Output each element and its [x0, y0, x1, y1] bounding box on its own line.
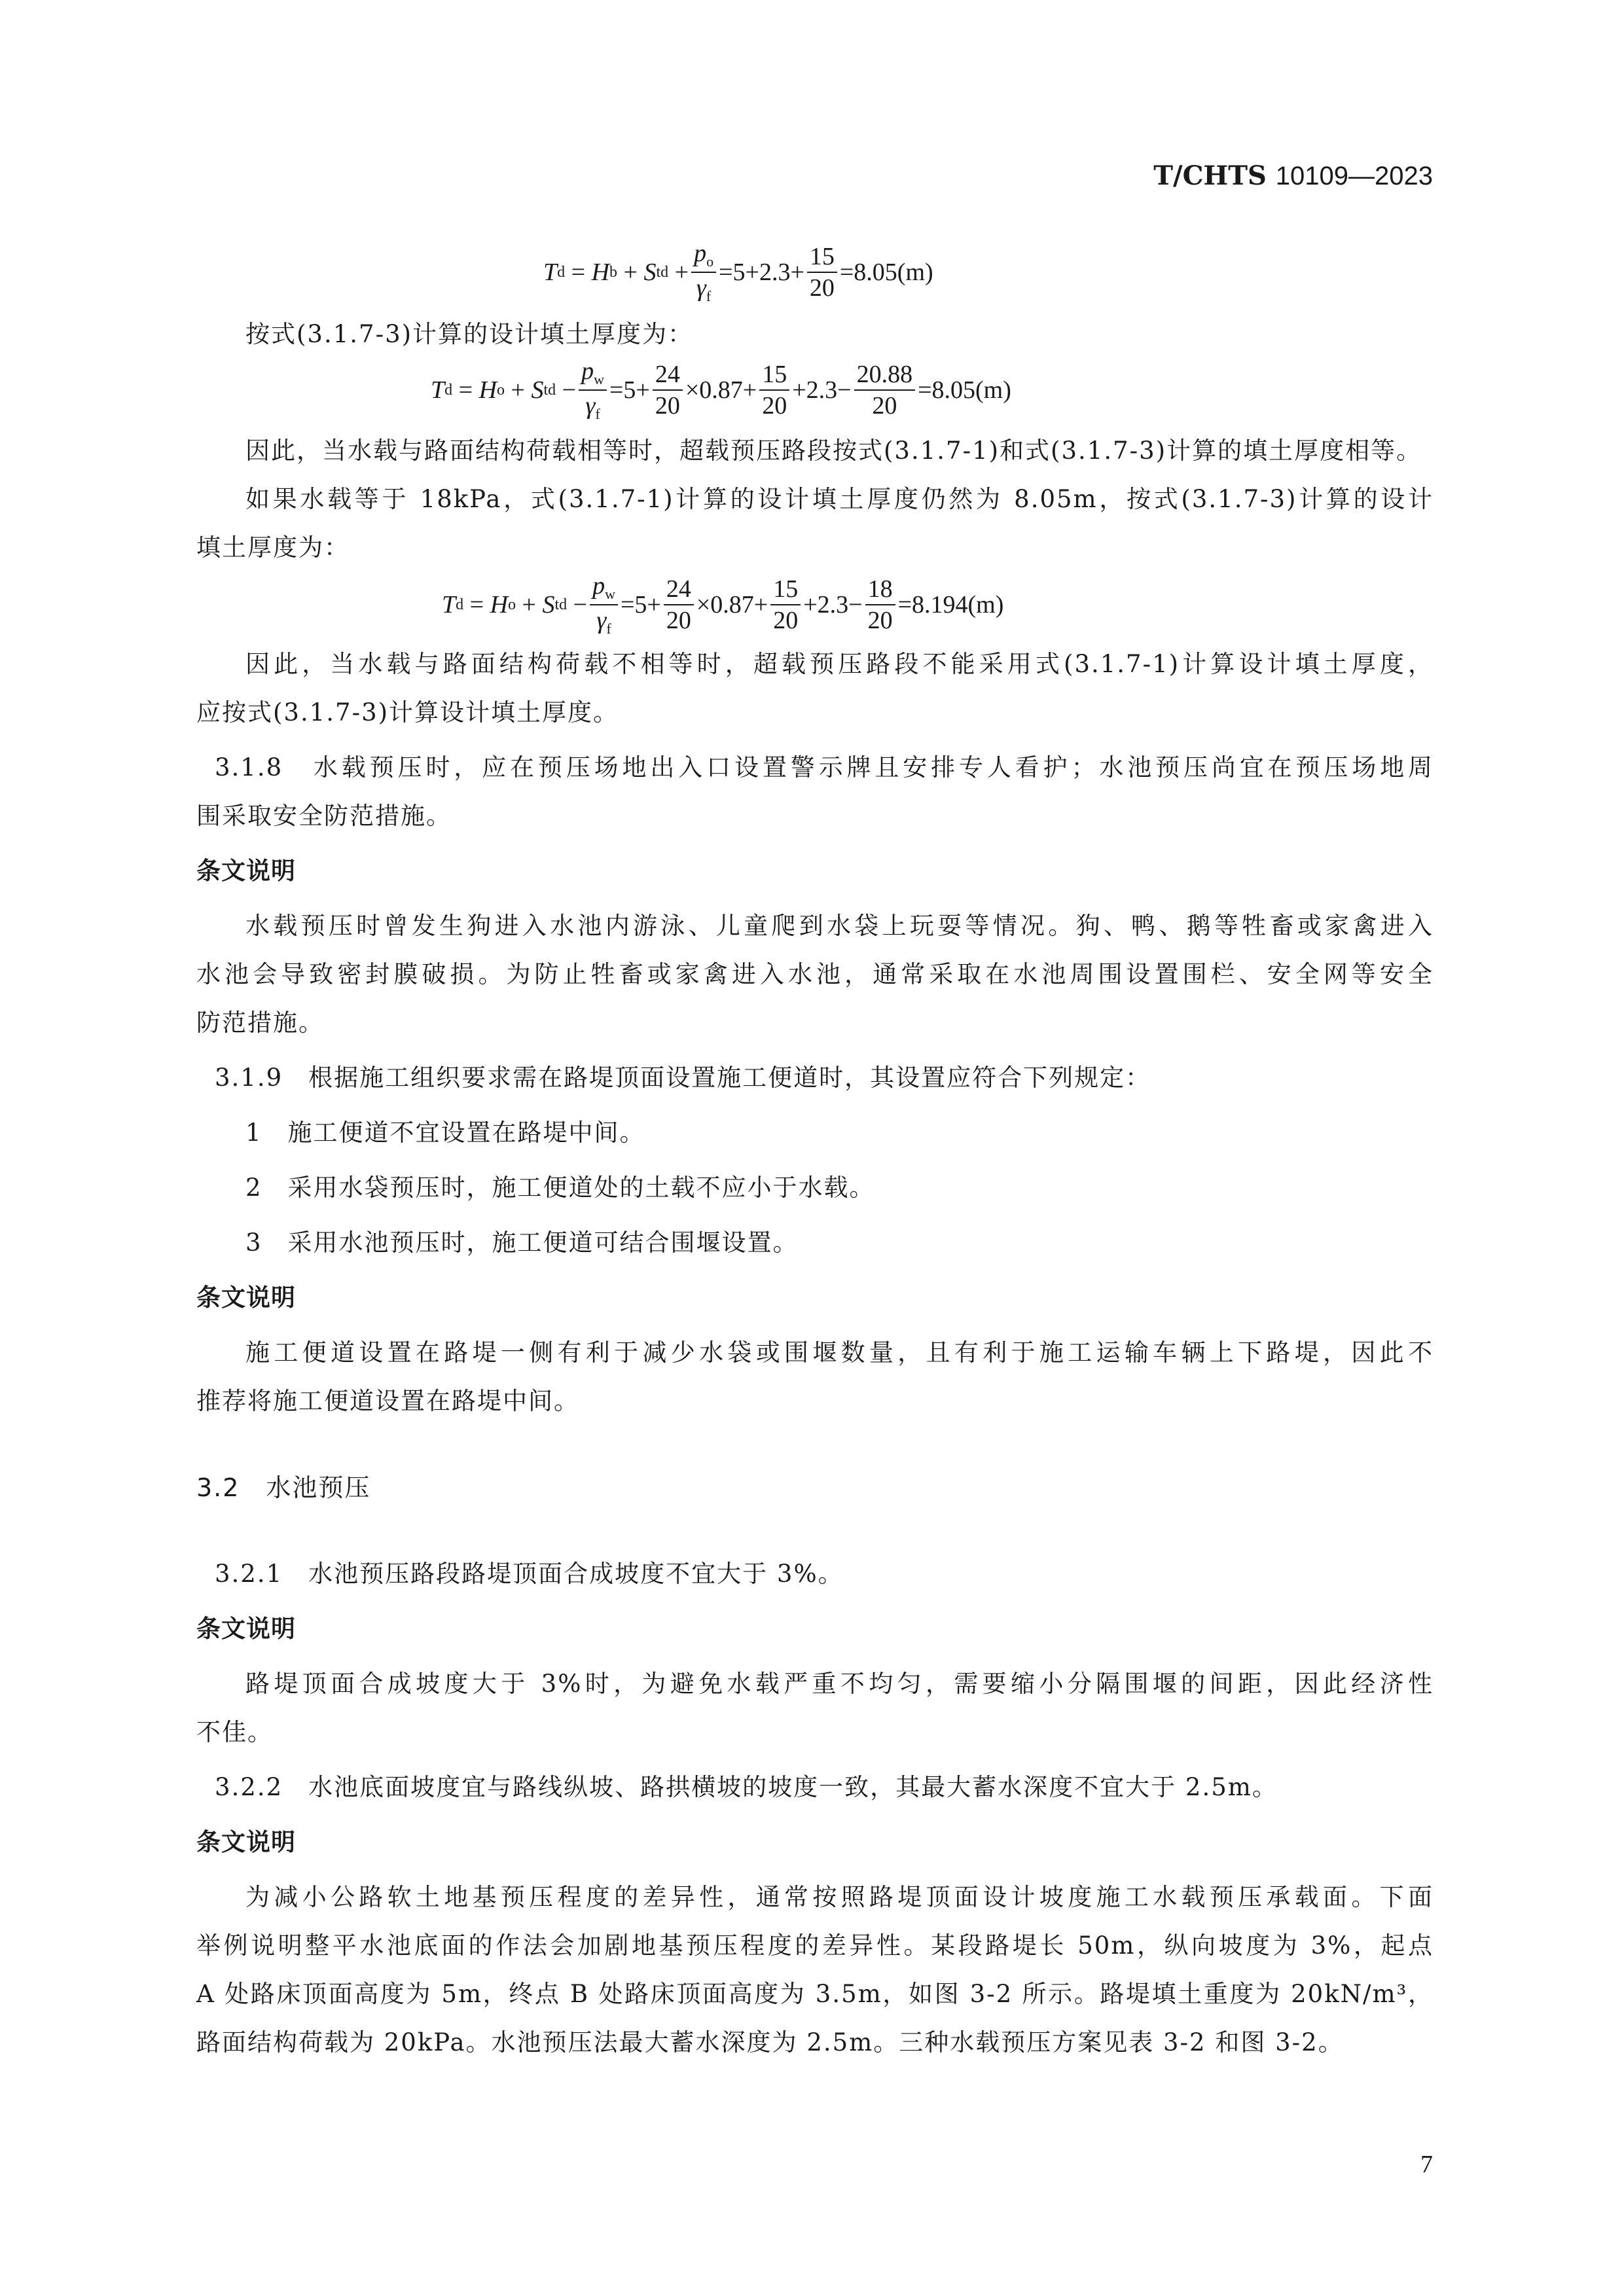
formula-2-t2-sub: td — [543, 381, 556, 399]
note-4-line-2: 举例说明整平水池底面的作法会加剧地基预压程度的差异性。某段路堤长 50m，纵向坡度为 3%，起点 — [196, 1931, 1434, 1960]
formula-2-lhs-sub: d — [444, 381, 453, 399]
formula-1-fden-sub: f — [706, 288, 712, 304]
formula-3-c4: =8.194(m) — [897, 591, 1004, 619]
formula-2-fnum-sub: w — [594, 371, 604, 387]
paragraph-4-line-1: 因此，当水载与路面结构荷载不相等时，超载预压路段不能采用式(3.1.7-1)计算设计填土厚度， — [245, 650, 1434, 678]
formula-2-t2: S — [531, 376, 544, 404]
formula-1-rhs-a: =5+2.3+ — [719, 259, 804, 286]
paragraph-2: 因此，当水载与路面结构荷载相等时，超载预压路段按式(3.1.7-1)和式(3.1.7-3)计算的填土厚度相等。 — [245, 437, 1422, 465]
note-title-4: 条文说明 — [196, 1828, 296, 1856]
formula-3-f3-den: 20 — [867, 607, 893, 634]
formula-3-c3: +2.3− — [803, 591, 863, 619]
formula-2-fraction-2 — [759, 362, 789, 418]
formula-1: T d = H b + S td + $\frac{p_o}{\gamma_f}$ =5+2.3+ $\frac{15}{20}$ =8.05(m) — [543, 240, 933, 304]
formula-2-fraction-p-gamma — [579, 359, 607, 422]
formula-2-c4: =8.05(m) — [918, 376, 1011, 404]
page-number: 7 — [1420, 2151, 1433, 2178]
paragraph-3-line-1: 如果水载等于 18kPa，式(3.1.7-1)计算的设计填土厚度仍然为 8.05m，按式(3.1.7-3)计算的设计 — [245, 485, 1434, 513]
formula-3-f3-num: 18 — [865, 577, 895, 605]
standard-number: 10109—2023 — [1275, 162, 1433, 190]
formula-3-lhs-sub: d — [456, 596, 464, 613]
formula-1-lhs-sub: d — [557, 263, 566, 281]
formula-3-fnum: p — [592, 572, 605, 600]
formula-2-t1-sub: o — [497, 381, 505, 399]
section-heading-3-2: 3.2 水池预压 — [196, 1473, 371, 1502]
formula-3-f2-num: 15 — [770, 577, 801, 605]
formula-2-fnum: p — [581, 357, 594, 385]
formula-2-c2: ×0.87+ — [685, 376, 757, 404]
note-1-line-1: 水载预压时曾发生狗进入水池内游泳、儿童爬到水袋上玩耍等情况。狗、鸭、鹅等牲畜或家禽进入 — [245, 912, 1434, 940]
note-4-line-4: 路面结构荷载为 20kPa。水池预压法最大蓄水深度为 2.5m。三种水载预压方案见表 3-2 和图 3-2。 — [196, 2028, 1344, 2056]
formula-3-fraction-1 — [664, 577, 694, 633]
formula-3-t2: S — [542, 591, 555, 619]
clause-3-1-8-line-1: 3.1.8 水载预压时，应在预压场地出入口设置警示牌且安排专人看护；水池预压尚宜在预压场地周 — [215, 753, 1434, 781]
formula-3-f1-num: 24 — [664, 577, 694, 605]
formula-3-f1-den: 20 — [666, 607, 691, 634]
note-1-line-2: 水池会导致密封膜破损。为防止牲畜或家禽进入水池，通常采取在水池周围设置围栏、安全网等安全 — [196, 960, 1434, 988]
formula-2-fden: γ — [585, 392, 596, 420]
formula-3-fraction-2 — [770, 577, 801, 633]
formula-3-fden: γ — [596, 607, 607, 634]
formula-1-fnum: p — [694, 240, 707, 267]
clause-3-1-9: 3.1.9 根据施工组织要求需在路堤顶面设置施工便道时，其设置应符合下列规定： — [215, 1064, 1151, 1092]
paragraph-4-line-2: 应按式(3.1.7-3)计算设计填土厚度。 — [196, 698, 619, 726]
formula-3-fnum-sub: w — [605, 586, 615, 602]
formula-1-t2: S — [643, 259, 657, 286]
formula-2-f3-num: 20.88 — [854, 362, 916, 391]
formula-1-rhs-fnum: 15 — [807, 244, 837, 273]
formula-3-fden-sub: f — [606, 620, 611, 637]
formula-3-c1: =5+ — [620, 591, 661, 619]
formula-2-f1-num: 24 — [653, 362, 683, 391]
note-2-line-2: 推荐将施工便道设置在路堤中间。 — [196, 1387, 579, 1415]
paragraph-3-line-2: 填土厚度为： — [196, 533, 350, 562]
note-1-line-3: 防范措施。 — [196, 1009, 324, 1037]
standard-code: T/CHTS — [1153, 160, 1267, 191]
formula-3-fraction-p-gamma — [590, 573, 618, 636]
formula-3-fraction-3 — [865, 577, 895, 633]
formula-3-t1-sub: o — [508, 596, 516, 613]
formula-2-fden-sub: f — [595, 406, 600, 422]
formula-2-f1-den: 20 — [655, 392, 680, 420]
formula-1-lhs: T — [543, 259, 558, 286]
clause-3-1-9-item-2: 2 采用水袋预压时，施工便道处的土载不应小于水载。 — [245, 1174, 875, 1202]
formula-2: T d = H o + S td − $\frac{p_w}{\gamma_f}$ =5+ $\frac{24}{20}$ ×0.87+ $\frac{15}{20}$ +2.3− $\frac{20.88}{20}$ =8.05(m) — [431, 357, 1011, 422]
formula-1-rhs-fden: 20 — [809, 274, 835, 302]
formula-1-fraction-15-20 — [807, 244, 837, 300]
formula-1-t1: H — [591, 259, 610, 286]
formula-1-fden: γ — [696, 274, 706, 302]
note-title-3: 条文说明 — [196, 1615, 296, 1643]
note-2-line-1: 施工便道设置在路堤一侧有利于减少水袋或围堰数量，且有利于施工运输车辆上下路堤，因此不 — [245, 1338, 1434, 1367]
formula-1-fraction-p-gamma — [691, 241, 716, 304]
formula-2-f3-den: 20 — [872, 392, 897, 420]
formula-3-t1: H — [490, 591, 509, 619]
clause-3-1-9-item-1: 1 施工便道不宜设置在路堤中间。 — [245, 1119, 645, 1147]
formula-1-fnum-sub: o — [706, 253, 714, 270]
formula-2-fraction-1 — [653, 362, 683, 418]
note-4-line-3: A 处路床顶面高度为 5m，终点 B 处路床顶面高度为 3.5m，如图 3-2 所示。路堤填土重度为 20kN/m³， — [196, 1980, 1434, 2008]
note-title-2: 条文说明 — [196, 1283, 296, 1312]
clause-3-2-2: 3.2.2 水池底面坡度宜与路线纵坡、路拱横坡的坡度一致，其最大蓄水深度不宜大于 2.5m。 — [215, 1773, 1278, 1801]
clause-3-1-8-line-2: 围采取安全防范措施。 — [196, 802, 452, 830]
formula-2-t1: H — [478, 376, 497, 404]
formula-2-c1: =5+ — [609, 376, 650, 404]
formula-3-t2-sub: td — [554, 596, 568, 613]
paragraph-1: 按式(3.1.7-3)计算的设计填土厚度为： — [245, 320, 694, 348]
note-3-line-2: 不佳。 — [196, 1718, 273, 1746]
note-3-line-1: 路堤顶面合成坡度大于 3%时，为避免水载严重不均匀，需要缩小分隔围堰的间距，因此经济性 — [245, 1670, 1434, 1698]
clause-3-2-1: 3.2.1 水池预压路段路堤顶面合成坡度不宜大于 3%。 — [215, 1560, 844, 1588]
formula-2-f2-den: 20 — [762, 392, 787, 420]
formula-2-c3: +2.3− — [792, 376, 852, 404]
formula-2-f2-num: 15 — [759, 362, 789, 391]
formula-3-c2: ×0.87+ — [696, 591, 768, 619]
formula-2-fraction-3 — [854, 362, 916, 418]
clause-3-1-9-item-3: 3 采用水池预压时，施工便道可结合围堰设置。 — [245, 1229, 799, 1257]
page-header — [1153, 160, 1433, 191]
formula-3-f2-den: 20 — [773, 607, 799, 634]
formula-3-lhs: T — [442, 591, 456, 619]
formula-1-t2-sub: td — [656, 263, 669, 281]
formula-2-lhs: T — [431, 376, 445, 404]
note-title-1: 条文说明 — [196, 857, 296, 885]
formula-1-t1-sub: b — [609, 263, 618, 281]
note-4-line-1: 为减小公路软土地基预压程度的差异性，通常按照路堤顶面设计坡度施工水载预压承载面。下面 — [245, 1883, 1434, 1911]
formula-3: T d = H o + S td − $\frac{p_w}{\gamma_f}$ =5+ $\frac{24}{20}$ ×0.87+ $\frac{15}{20}$ +2.3− $\frac{18}{20}$ =8.194(m) — [442, 572, 1004, 637]
formula-1-rhs-b: =8.05(m) — [839, 259, 933, 286]
